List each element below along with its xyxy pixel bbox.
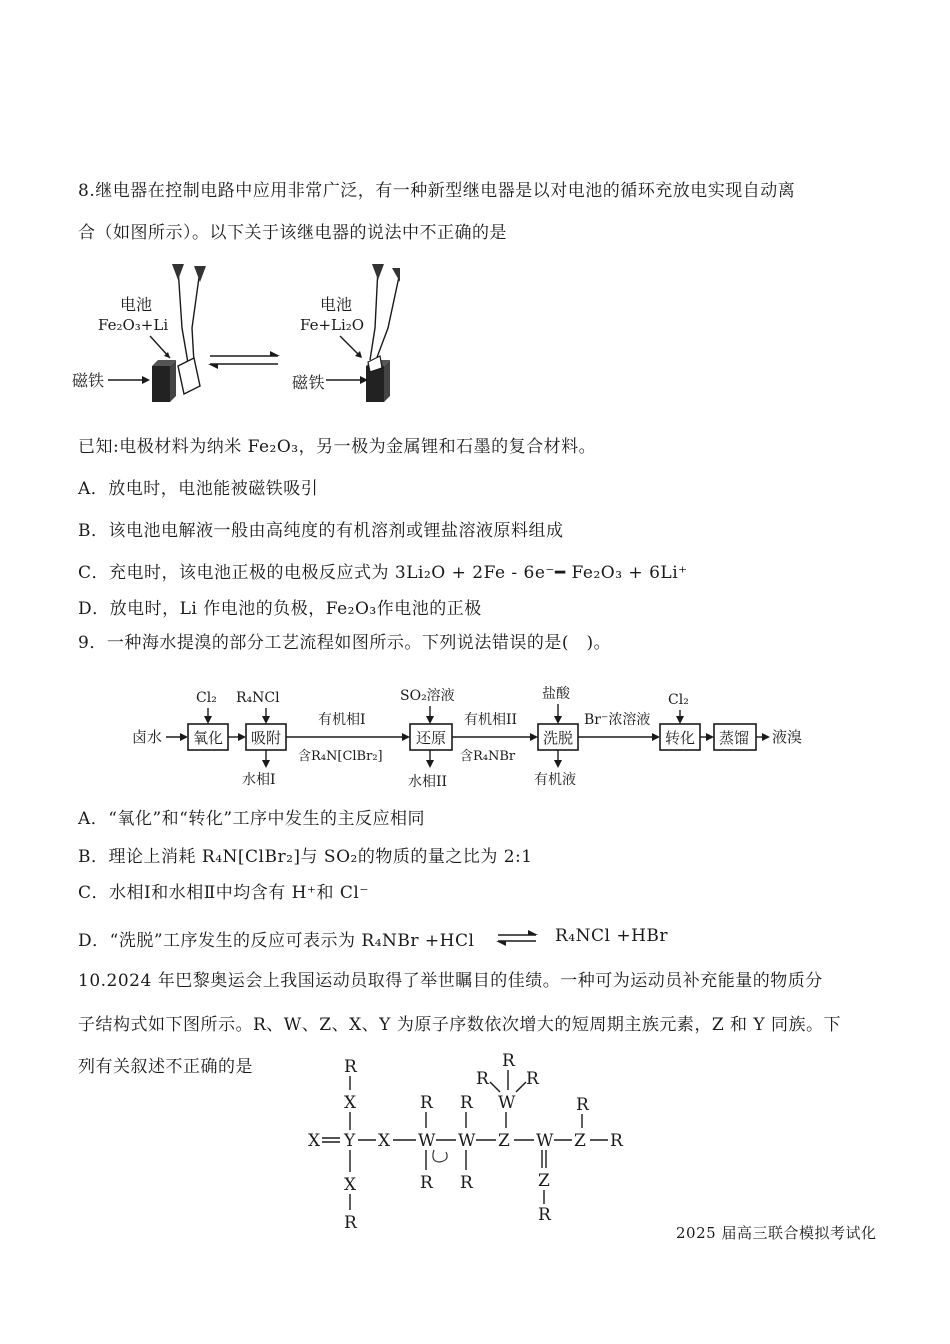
left-wire-a <box>178 268 188 363</box>
q9-option-d-left: D．“洗脱”工序发生的反应可表示为 R₄NBr +HCl <box>78 931 475 951</box>
q9-option-a: A．“氧化”和“转化”工序中发生的主反应相同 <box>78 809 426 829</box>
molecule-structure <box>300 1050 640 1235</box>
flow-start: 卤水 <box>132 728 163 746</box>
atom-x: X <box>344 1093 357 1113</box>
atom-x: X <box>344 1175 357 1195</box>
atom-r: R <box>526 1069 539 1089</box>
right-terminal-a-icon <box>372 264 384 280</box>
q9-option-b: B．理论上消耗 R₄N[ClBr₂]与 SO₂的物质的量之比为 2:1 <box>78 847 533 867</box>
q8-option-d: D．放电时，Li 作电池的负极，Fe₂O₃作电池的正极 <box>78 599 482 619</box>
flow-oxidation: 氧化 <box>193 729 224 747</box>
flow-organic-liquid: 有机液 <box>534 772 576 788</box>
atom-w: W <box>418 1131 436 1151</box>
flow-org2: 有机相II <box>464 712 518 728</box>
flow-elution: 洗脱 <box>543 729 574 747</box>
atom-r: R <box>538 1205 551 1225</box>
right-magnet-label: 磁铁 <box>292 373 326 392</box>
atom-r: R <box>576 1095 589 1115</box>
flow-org1-sub: 含R₄N[ClBr₂] <box>298 749 383 764</box>
bromine-flowchart <box>130 680 820 790</box>
flow-r4ncl: R₄NCl <box>236 690 280 706</box>
right-battery-label: 电池 <box>320 295 353 314</box>
left-magnet-label: 磁铁 <box>72 371 105 390</box>
q8-stem-line2: 合（如图所示）。以下关于该继电器的说法中不正确的是 <box>78 223 507 243</box>
flow-water1: 水相I <box>242 772 276 788</box>
atom-w: W <box>498 1093 516 1113</box>
q9-stem: 9．一种海水提溴的部分工艺流程如图所示。下列说法错误的是( )。 <box>78 633 612 653</box>
atom-x: X <box>378 1131 391 1151</box>
atom-z: Z <box>538 1171 550 1191</box>
q8-stem-line1: 8.继电器在控制电路中应用非常广泛，有一种新型继电器是以对电池的循环充放电实现自动离 <box>78 181 796 201</box>
q8-known: 已知:电极材料为纳米 Fe₂O₃，另一极为金属锂和石墨的复合材料。 <box>78 437 597 457</box>
flow-cl2-1: Cl₂ <box>196 690 217 706</box>
left-terminal-a-icon <box>172 264 184 280</box>
atom-r: R <box>420 1093 433 1113</box>
reversible-arrow-icon <box>496 928 540 948</box>
flow-hcl: 盐酸 <box>542 686 570 702</box>
atom-r: R <box>460 1173 473 1193</box>
left-battery-label: 电池 <box>120 295 153 314</box>
flow-org1: 有机相I <box>318 712 366 728</box>
left-wire-b <box>192 270 200 363</box>
flow-org2-sub: 含R₄NBr <box>460 749 516 764</box>
right-magnet-arrow <box>324 372 374 388</box>
flow-distillation: 蒸馏 <box>719 729 750 747</box>
atom-z: Z <box>574 1131 586 1151</box>
footer-exam-title: 2025 届高三联合模拟考试化 <box>676 1224 877 1242</box>
left-magnet <box>152 366 170 402</box>
atom-r: R <box>610 1131 623 1151</box>
atom-r: R <box>420 1173 433 1193</box>
atom-w: W <box>536 1131 554 1151</box>
atom-w: W <box>458 1131 476 1151</box>
flow-so2: SO₂溶液 <box>400 688 455 704</box>
handwritten-mark <box>433 1150 447 1162</box>
q9-option-d-right: R₄NCl +HBr <box>555 926 669 946</box>
atom-r: R <box>460 1093 473 1113</box>
left-terminal-b-icon <box>194 266 206 282</box>
flow-water2: 水相II <box>408 774 448 790</box>
atom-z: Z <box>498 1131 510 1151</box>
atom-r: R <box>476 1069 489 1089</box>
atom-x: X <box>308 1131 321 1151</box>
left-battery-plate <box>178 358 200 394</box>
atom-r: R <box>344 1057 357 1077</box>
q10-stem-line1: 10.2024 年巴黎奥运会上我国运动员取得了举世瞩目的佳绩。一种可为运动员补充能量的物质分 <box>78 971 823 991</box>
flow-conversion: 转化 <box>665 729 696 747</box>
q10-stem-line3: 列有关叙述不正确的是 <box>78 1057 253 1077</box>
q9-option-c: C．水相Ⅰ和水相Ⅱ中均含有 H⁺和 Cl⁻ <box>78 883 369 903</box>
flow-br-solution: Br⁻浓溶液 <box>584 712 651 728</box>
flow-reduction: 还原 <box>416 729 447 747</box>
flow-end: 液溴 <box>772 728 803 746</box>
flow-cl2-2: Cl₂ <box>668 692 689 708</box>
left-battery-formula: Fe₂O₃+Li <box>98 316 169 334</box>
atom-r: R <box>502 1051 515 1071</box>
q8-option-c: C．充电时，该电池正极的电极反应式为 3Li₂O + 2Fe - 6e⁻━ Fe₂O₃ + 6Li⁺ <box>78 563 688 583</box>
right-battery-formula: Fe+Li₂O <box>300 316 365 334</box>
atom-y: Y <box>344 1131 356 1151</box>
q8-option-a: A．放电时，电池能被磁铁吸引 <box>78 479 319 499</box>
q8-option-b: B．该电池电解液一般由高纯度的有机溶剂或锂盐溶液原料组成 <box>78 521 564 541</box>
atom-r: R <box>344 1213 357 1233</box>
flow-adsorption: 吸附 <box>251 729 282 747</box>
q10-stem-line2: 子结构式如下图所示。R、W、Z、X、Y 为原子序数依次增大的短周期主族元素，Z 和 Y 同族。下 <box>78 1015 842 1035</box>
